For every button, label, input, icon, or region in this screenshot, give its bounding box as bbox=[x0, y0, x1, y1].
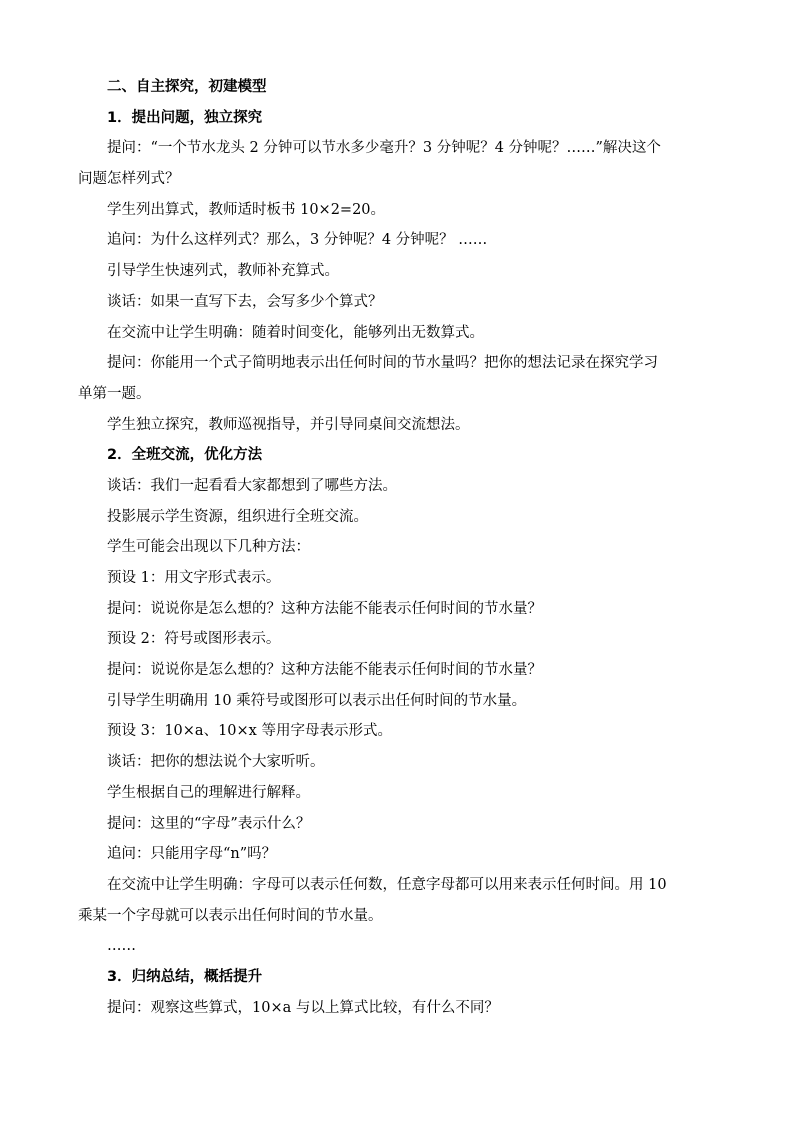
text-line: 学生根据自己的理解进行解释。 bbox=[107, 784, 310, 801]
text-line: 提问：说说你是怎么想的？这种方法能不能表示任何时间的节水量？ bbox=[107, 662, 542, 679]
text-line: 乘某一个字母就可以表示出任何时间的节水量。 bbox=[78, 907, 383, 924]
text-line: 学生独立探究，教师巡视指导，并引导同桌间交流想法。 bbox=[107, 416, 470, 433]
text-line: 单第一题。 bbox=[78, 385, 151, 402]
section-heading: 2．全班交流，优化方法 bbox=[107, 447, 263, 464]
section-heading: 1．提出问题，独立探究 bbox=[107, 109, 263, 126]
text-line: 提问：你能用一个式子简明地表示出任何时间的节水量吗？把你的想法记录在探究学习 bbox=[107, 355, 658, 372]
section-heading: 二、自主探究，初建模型 bbox=[107, 79, 267, 95]
section-heading: 3．归纳总结，概括提升 bbox=[107, 968, 263, 985]
text-line: 问题怎样列式？ bbox=[78, 171, 180, 188]
text-line: 学生可能会出现以下几种方法： bbox=[107, 539, 310, 556]
text-line: 追问：为什么这样列式？那么，3 分钟呢？4 分钟呢？ …… bbox=[107, 232, 488, 249]
text-line: 谈话：如果一直写下去，会写多少个算式？ bbox=[107, 293, 383, 310]
text-line: 引导学生快速列式，教师补充算式。 bbox=[107, 263, 339, 280]
text-line: 预设 2：符号或图形表示。 bbox=[107, 631, 281, 648]
text-line: 在交流中让学生明确：随着时间变化，能够列出无数算式。 bbox=[107, 324, 484, 341]
text-line: 提问：观察这些算式，10×a 与以上算式比较，有什么不同？ bbox=[107, 999, 499, 1016]
text-line: 引导学生明确用 10 乘符号或图形可以表示出任何时间的节水量。 bbox=[107, 692, 527, 709]
text-line: 在交流中让学生明确：字母可以表示任何数，任意字母都可以用来表示任何时间。用 10 bbox=[107, 876, 667, 893]
text-line: 追问：只能用字母“n”吗？ bbox=[107, 846, 277, 863]
text-line: 学生列出算式，教师适时板书 10×2=20。 bbox=[107, 201, 386, 218]
text-line: 谈话：我们一起看看大家都想到了哪些方法。 bbox=[107, 477, 397, 494]
text-line: …… bbox=[107, 938, 136, 955]
text-line: 提问：“一个节水龙头 2 分钟可以节水多少毫升？3 分钟呢？4 分钟呢？……”解决这个 bbox=[107, 140, 661, 157]
text-line: 投影展示学生资源，组织进行全班交流。 bbox=[107, 508, 368, 525]
text-line: 提问：这里的“字母”表示什么？ bbox=[107, 815, 311, 832]
text-line: 谈话：把你的想法说个大家听听。 bbox=[107, 754, 325, 771]
text-line: 预设 1：用文字形式表示。 bbox=[107, 570, 281, 586]
text-line: 预设 3：10×a、10×x 等用字母表示形式。 bbox=[107, 723, 392, 740]
text-line: 提问：说说你是怎么想的？这种方法能不能表示任何时间的节水量？ bbox=[107, 600, 542, 617]
document-page bbox=[78, 72, 728, 1023]
